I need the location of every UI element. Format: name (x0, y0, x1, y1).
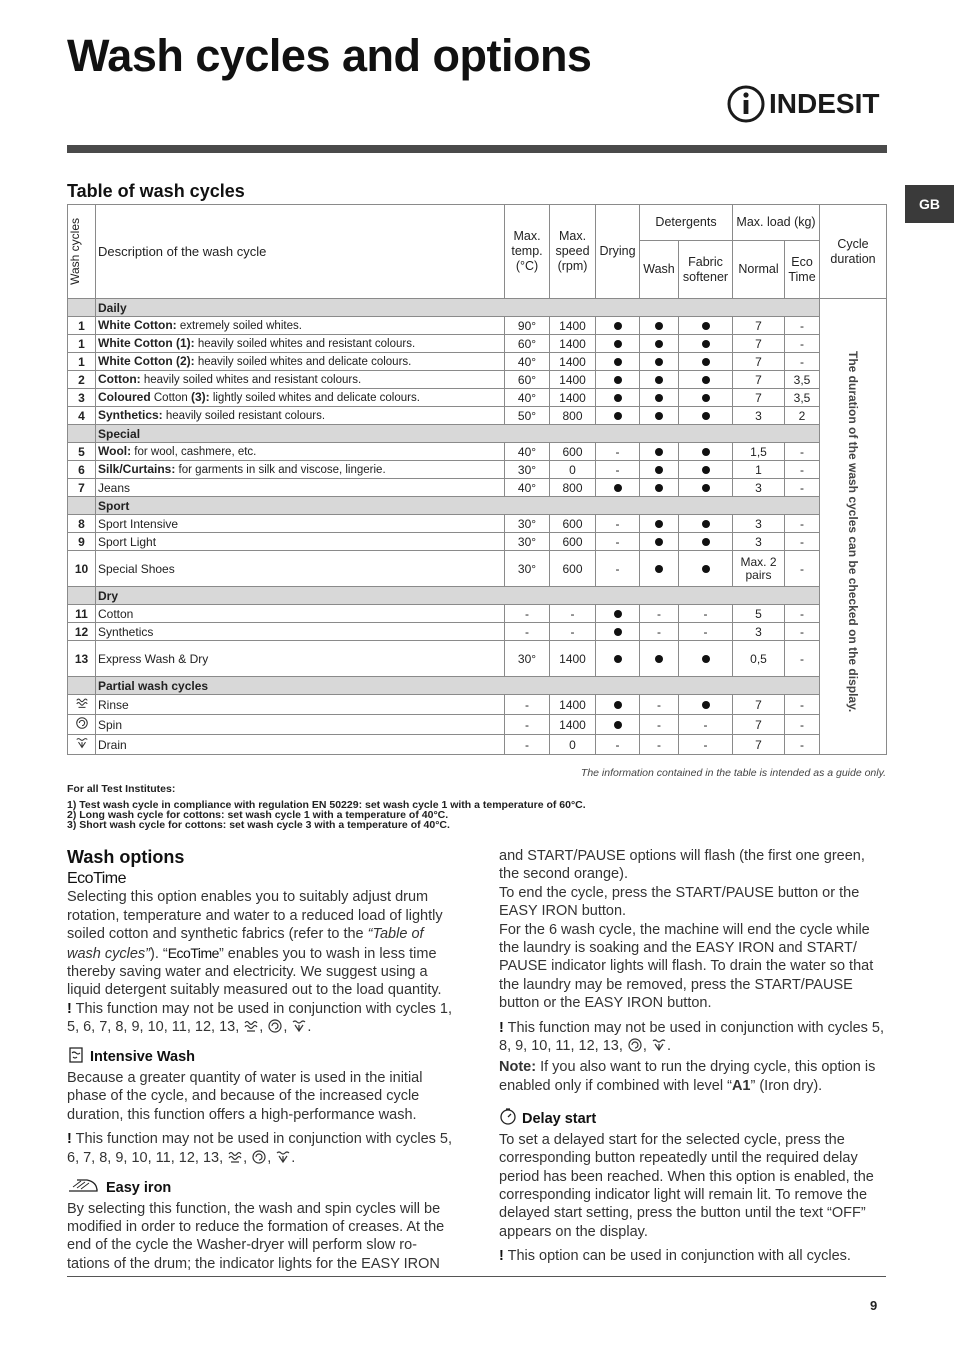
bullet-dot (655, 358, 663, 366)
load-eco-time: - (785, 479, 820, 497)
bullet-dot (702, 322, 710, 330)
header-max-temp: Max. temp. (°C) (505, 205, 550, 299)
table-row (68, 353, 887, 371)
indesit-i-icon (726, 84, 766, 124)
max-speed: 800 (550, 407, 596, 425)
guide-note: The information contained in the table is intended as a guide only. (580, 767, 886, 779)
max-temp: 30° (505, 551, 550, 587)
section-label: Sport (96, 497, 820, 515)
bullet-dot (655, 466, 663, 474)
max-speed: 1400 (550, 389, 596, 407)
cycle-number: 5 (68, 443, 96, 461)
bullet-dot (655, 538, 663, 546)
fabric-softener (679, 461, 733, 479)
section-label: Daily (96, 299, 820, 317)
bullet-dot (614, 412, 622, 420)
max-temp: 40° (505, 389, 550, 407)
drying (596, 335, 640, 353)
max-speed: 600 (550, 533, 596, 551)
load-eco-time: - (785, 461, 820, 479)
delay-start-heading: Delay start (499, 1107, 887, 1130)
max-temp: 40° (505, 443, 550, 461)
fabric-softener (679, 443, 733, 461)
header-drying: Drying (596, 205, 640, 299)
bullet-dot (702, 412, 710, 420)
easy-iron-description-cont: and START/PAUSE options will flash (the first one green, the second orange). (499, 848, 865, 883)
eco-time-description: Selecting this option enables you to suitably adjust drum rotation, temperature and water to a reduced load of lightly soiled cotton and synthetic fabrics (refer to the “Table of wash cycles”). “EcoTime” enables you to wash in less time thereby saving water and electricity. We suggest using a liquid detergent suitably measured out to the load quantity. (67, 889, 443, 999)
drying: - (596, 515, 640, 533)
bullet-dot (614, 628, 622, 636)
cycle-number: 1 (68, 353, 96, 371)
load-eco-time: 2 (785, 407, 820, 425)
wash-detergent: - (640, 695, 679, 715)
max-speed: 800 (550, 479, 596, 497)
load-eco-time: - (785, 353, 820, 371)
max-temp: 60° (505, 371, 550, 389)
eco-time-label: EcoTime (67, 870, 127, 887)
load-eco-time: - (785, 335, 820, 353)
fabric-softener (679, 353, 733, 371)
rinse-icon (227, 1149, 243, 1170)
fabric-softener (679, 371, 733, 389)
drying: - (596, 533, 640, 551)
wash-detergent: - (640, 623, 679, 641)
fabric-softener (679, 515, 733, 533)
page-number: 9 (870, 1298, 878, 1313)
fabric-softener (679, 317, 733, 335)
table-row (68, 623, 887, 641)
table-row (68, 461, 887, 479)
wash-detergent (640, 371, 679, 389)
wash-options-right-column (499, 847, 887, 1266)
header-eco-time: Eco Time (785, 241, 820, 299)
bullet-dot (614, 394, 622, 402)
bullet-dot (702, 358, 710, 366)
cycle-number: 8 (68, 515, 96, 533)
max-speed: 1400 (550, 353, 596, 371)
intensive-wash-description: Because a greater quantity of water is used in the initial phase of the cycle, and because of the increased cycle duration, this function offers a high-performance wash. (67, 1070, 423, 1123)
load-normal: 3 (733, 515, 785, 533)
wash-options-heading: Wash options (67, 847, 185, 867)
max-temp: 40° (505, 353, 550, 371)
wash-detergent (640, 641, 679, 677)
bullet-dot (702, 376, 710, 384)
max-speed: 600 (550, 551, 596, 587)
table-row (68, 695, 887, 715)
bullet-dot (614, 701, 622, 709)
test-line-1: 1) Test wash cycle in compliance with regulation EN 50229: set wash cycle 1 with a temperature of 60°C. (67, 799, 586, 811)
wash-detergent (640, 461, 679, 479)
bullet-dot (702, 565, 710, 573)
cycle-duration-note: The duration of the wash cycles can be checked on the display. (846, 351, 861, 713)
load-eco-time: - (785, 551, 820, 587)
bullet-dot (702, 340, 710, 348)
max-speed: 1400 (550, 695, 596, 715)
max-speed: 600 (550, 443, 596, 461)
load-eco-time: - (785, 641, 820, 677)
bullet-dot (702, 538, 710, 546)
cycle-description: White Cotton (2): heavily soiled whites and delicate colours. (96, 353, 505, 371)
test-line-2: 2) Long wash cycle for cottons: set wash cycle 1 with a temperature of 40°C. (67, 809, 449, 821)
drying (596, 407, 640, 425)
table-heading: Table of wash cycles (67, 181, 245, 201)
load-normal: 3 (733, 407, 785, 425)
table-row (68, 641, 887, 677)
test-line-3: 3) Short wash cycle for cottons: set wash cycle 3 with a temperature of 40°C. (67, 819, 450, 831)
max-speed: 0 (550, 461, 596, 479)
cycle-description: Wool: for wool, cashmere, etc. (96, 443, 505, 461)
drying (596, 605, 640, 623)
wash-detergent (640, 389, 679, 407)
bullet-dot (655, 565, 663, 573)
fabric-softener: - (679, 735, 733, 755)
bullet-dot (702, 701, 710, 709)
brand-name: INDESIT (769, 88, 880, 119)
load-eco-time: - (785, 443, 820, 461)
bullet-dot (614, 340, 622, 348)
bullet-dot (702, 484, 710, 492)
header-rule (67, 145, 887, 153)
max-temp: - (505, 715, 550, 735)
bullet-dot (702, 448, 710, 456)
bullet-dot (655, 322, 663, 330)
wash-detergent (640, 533, 679, 551)
drying (596, 353, 640, 371)
spin-icon (251, 1149, 267, 1170)
wash-detergent: - (640, 715, 679, 735)
table-row (68, 335, 887, 353)
max-temp: 50° (505, 407, 550, 425)
max-speed: 0 (550, 735, 596, 755)
fabric-softener (679, 335, 733, 353)
fabric-softener (679, 551, 733, 587)
drying (596, 317, 640, 335)
max-speed: 600 (550, 515, 596, 533)
fabric-softener (679, 641, 733, 677)
easy-iron-note: Note: If you also want to run the drying cycle, this option is enabled only if combined with level “A1” (Iron dry). (499, 1059, 876, 1094)
cycle-description: Drain (96, 735, 505, 755)
easy-iron-description: By selecting this function, the wash and spin cycles will be modified in order to reduce the formation of creases. At the end of the cycle the Washer-dryer will perform slow ro-tations of the drum; the indicator lights for the EASY IRON (67, 1200, 445, 1272)
drain-icon (275, 1149, 291, 1170)
wash-detergent (640, 443, 679, 461)
cycle-icon-cell (68, 695, 96, 715)
iron-icon (67, 1176, 101, 1199)
wash-detergent: - (640, 735, 679, 755)
table-section-row (68, 587, 887, 605)
drying (596, 715, 640, 735)
load-normal: 7 (733, 353, 785, 371)
drying (596, 623, 640, 641)
load-normal: 3 (733, 479, 785, 497)
load-normal: 7 (733, 715, 785, 735)
table-row (68, 371, 887, 389)
drying (596, 371, 640, 389)
max-temp: 30° (505, 515, 550, 533)
header-max-speed: Max. speed (rpm) (550, 205, 596, 299)
load-normal: 3 (733, 623, 785, 641)
max-speed: 1400 (550, 371, 596, 389)
intensive-wash-icon (67, 1046, 85, 1069)
rinse-icon (74, 696, 90, 714)
header-detergents: Detergents (640, 205, 733, 241)
drying: - (596, 735, 640, 755)
bullet-dot (702, 394, 710, 402)
load-normal: 7 (733, 695, 785, 715)
cycle-number: 1 (68, 317, 96, 335)
load-normal: 5 (733, 605, 785, 623)
header-wash: Wash (640, 241, 679, 299)
cycle-description: Spin (96, 715, 505, 735)
cycle-icon-cell (68, 735, 96, 755)
max-temp: - (505, 605, 550, 623)
table-row (68, 479, 887, 497)
section-label: Partial wash cycles (96, 677, 820, 695)
test-institutes-heading: For all Test Institutes: (67, 783, 176, 795)
drying (596, 389, 640, 407)
table-row (68, 735, 887, 755)
max-speed: - (550, 623, 596, 641)
max-speed: 1400 (550, 715, 596, 735)
load-eco-time: - (785, 735, 820, 755)
bullet-dot (614, 484, 622, 492)
cycle-number: 4 (68, 407, 96, 425)
table-section-row (68, 497, 887, 515)
table-section-row (68, 425, 887, 443)
load-normal: 1,5 (733, 443, 785, 461)
timer-icon (499, 1107, 517, 1130)
max-temp: - (505, 623, 550, 641)
max-temp: 30° (505, 533, 550, 551)
max-temp: 30° (505, 641, 550, 677)
cycle-number: 11 (68, 605, 96, 623)
cycle-number: 13 (68, 641, 96, 677)
load-eco-time: - (785, 533, 820, 551)
drying: - (596, 551, 640, 587)
load-eco-time: - (785, 715, 820, 735)
table-row (68, 407, 887, 425)
cycle-description: Express Wash & Dry (96, 641, 505, 677)
load-normal: 7 (733, 735, 785, 755)
language-tab: GB (905, 185, 954, 223)
cycle-description: Cotton: heavily soiled whites and resistant colours. (96, 371, 505, 389)
load-normal: 7 (733, 335, 785, 353)
delay-start-warning: ! This option can be used in conjunction with all cycles. (499, 1248, 851, 1265)
section-label: Dry (96, 587, 820, 605)
load-eco-time: - (785, 623, 820, 641)
intensive-wash-warning: ! This function may not be used in conjunction with cycles 5, 6, 7, 8, 9, 10, 11, 12, 13, , , . (67, 1130, 457, 1170)
easy-iron-end-cycle: To end the cycle, press the START/PAUSE button or the EASY IRON button. (499, 884, 860, 920)
fabric-softener (679, 479, 733, 497)
bullet-dot (614, 655, 622, 663)
cycle-description: Cotton (96, 605, 505, 623)
header-cycle-duration: Cycle duration (820, 205, 887, 299)
cycle-number: 9 (68, 533, 96, 551)
wash-detergent (640, 335, 679, 353)
bullet-dot (702, 466, 710, 474)
cycle-description: Rinse (96, 695, 505, 715)
bullet-dot (614, 358, 622, 366)
table-row (68, 515, 887, 533)
cycle-description: Sport Intensive (96, 515, 505, 533)
load-eco-time: - (785, 605, 820, 623)
easy-iron-cycle-6: For the 6 wash cycle, the machine will end the cycle while the laundry is soaking and the EASY IRON and START/ PAUSE indicator lights will flash. To drain the water so that the laundry may be removed, press the START/PAUSE button or the EASY IRON button. (499, 921, 874, 1012)
cycle-description: Synthetics (96, 623, 505, 641)
fabric-softener (679, 695, 733, 715)
rinse-icon (243, 1018, 259, 1039)
footer-rule (67, 1276, 886, 1277)
bullet-dot (655, 394, 663, 402)
bullet-dot (614, 376, 622, 384)
bullet-dot (655, 448, 663, 456)
bullet-dot (655, 520, 663, 528)
wash-detergent (640, 479, 679, 497)
fabric-softener (679, 533, 733, 551)
page-title: Wash cycles and options (67, 30, 592, 81)
spin-icon (627, 1037, 643, 1058)
load-normal: 7 (733, 317, 785, 335)
load-normal: 7 (733, 389, 785, 407)
intensive-wash-heading: Intensive Wash (67, 1046, 457, 1069)
load-normal: Max. 2 pairs (733, 551, 785, 587)
table-row (68, 443, 887, 461)
max-temp: - (505, 695, 550, 715)
cycle-icon-cell (68, 715, 96, 735)
wash-detergent: - (640, 605, 679, 623)
section-label: Special (96, 425, 820, 443)
cycle-description: Jeans (96, 479, 505, 497)
max-temp: - (505, 735, 550, 755)
load-eco-time: - (785, 695, 820, 715)
bullet-dot (655, 484, 663, 492)
bullet-dot (702, 655, 710, 663)
table-section-row (68, 677, 887, 695)
load-normal: 0,5 (733, 641, 785, 677)
max-temp: 60° (505, 335, 550, 353)
bullet-dot (614, 610, 622, 618)
drain-icon (291, 1018, 307, 1039)
load-eco-time: - (785, 317, 820, 335)
max-speed: 1400 (550, 335, 596, 353)
bullet-dot (655, 340, 663, 348)
fabric-softener: - (679, 623, 733, 641)
cycle-description: White Cotton (1): heavily soiled whites and resistant colours. (96, 335, 505, 353)
bullet-dot (655, 655, 663, 663)
table-row (68, 605, 887, 623)
easy-iron-warning: ! This function may not be used in conjunction with cycles 5, 8, 9, 10, 11, 12, 13, , . (499, 1019, 887, 1059)
table-row (68, 551, 887, 587)
load-normal: 3 (733, 533, 785, 551)
max-temp: 30° (505, 461, 550, 479)
cycle-description: Coloured Cotton (3): lightly soiled whites and delicate colours. (96, 389, 505, 407)
delay-start-description: To set a delayed start for the selected cycle, press the corresponding button repeatedly until the required delay period has been reached. When this option is enabled, the corresponding indicator light will remain lit. To remove the delayed start setting, press the button until the text “OFF” appears on the display. (499, 1131, 874, 1240)
header-max-load: Max. load (kg) (733, 205, 820, 241)
max-temp: 40° (505, 479, 550, 497)
wash-detergent (640, 407, 679, 425)
wash-detergent (640, 317, 679, 335)
fabric-softener: - (679, 715, 733, 735)
load-eco-time: 3,5 (785, 389, 820, 407)
max-temp: 90° (505, 317, 550, 335)
header-wash-cycles: Wash cycles (68, 218, 82, 285)
drying (596, 479, 640, 497)
wash-cycles-table (67, 204, 887, 755)
max-speed: - (550, 605, 596, 623)
table-section-row (68, 299, 887, 317)
table-row (68, 389, 887, 407)
cycle-description: White Cotton: extremely soiled whites. (96, 317, 505, 335)
fabric-softener (679, 389, 733, 407)
cycle-number: 1 (68, 335, 96, 353)
drying (596, 695, 640, 715)
load-normal: 1 (733, 461, 785, 479)
cycle-number: 6 (68, 461, 96, 479)
cycle-number: 2 (68, 371, 96, 389)
bullet-dot (614, 322, 622, 330)
drain-icon (74, 736, 90, 754)
cycle-number: 10 (68, 551, 96, 587)
cycle-description: Silk/Curtains: for garments in silk and viscose, lingerie. (96, 461, 505, 479)
cycle-description: Special Shoes (96, 551, 505, 587)
eco-time-warning: ! This function may not be used in conjunction with cycles 1, 5, 6, 7, 8, 9, 10, 11, 12, 13, , , . (67, 1000, 457, 1040)
bullet-dot (614, 721, 622, 729)
cycle-number: 12 (68, 623, 96, 641)
header-description: Description of the wash cycle (96, 205, 505, 299)
max-speed: 1400 (550, 317, 596, 335)
fabric-softener: - (679, 605, 733, 623)
cycle-number: 7 (68, 479, 96, 497)
cycle-description: Sport Light (96, 533, 505, 551)
bullet-dot (655, 412, 663, 420)
drying: - (596, 461, 640, 479)
brand-logo (726, 84, 888, 124)
wash-options-left-column (67, 870, 457, 1273)
load-eco-time: - (785, 515, 820, 533)
header-normal: Normal (733, 241, 785, 299)
spin-icon (267, 1018, 283, 1039)
wash-detergent (640, 353, 679, 371)
spin-icon (74, 716, 90, 734)
cycle-description: Synthetics: heavily soiled resistant colours. (96, 407, 505, 425)
drying (596, 641, 640, 677)
drying: - (596, 443, 640, 461)
wash-detergent (640, 515, 679, 533)
load-eco-time: 3,5 (785, 371, 820, 389)
table-row (68, 715, 887, 735)
drain-icon (651, 1037, 667, 1058)
easy-iron-heading: Easy iron (67, 1176, 457, 1199)
load-normal: 7 (733, 371, 785, 389)
cycle-number: 3 (68, 389, 96, 407)
table-row (68, 317, 887, 335)
fabric-softener (679, 407, 733, 425)
wash-detergent (640, 551, 679, 587)
header-fabric-softener: Fabric softener (679, 241, 733, 299)
max-speed: 1400 (550, 641, 596, 677)
bullet-dot (702, 520, 710, 528)
bullet-dot (655, 376, 663, 384)
table-row (68, 533, 887, 551)
